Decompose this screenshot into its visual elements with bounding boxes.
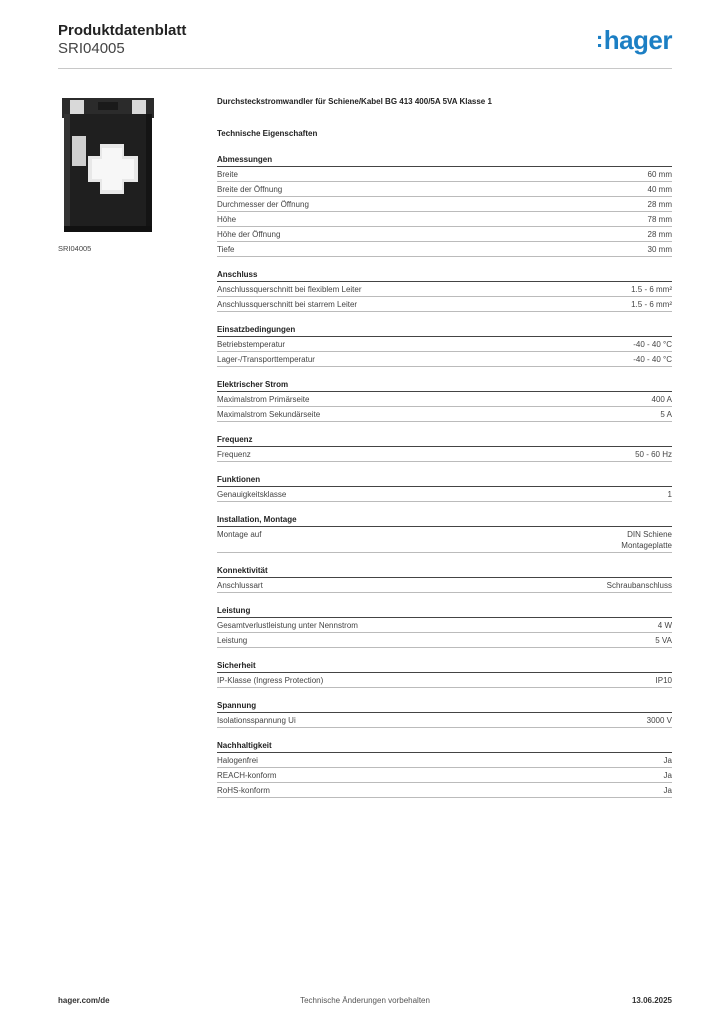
property-label: Höhe xyxy=(217,215,237,224)
property-label: Isolationsspannung Ui xyxy=(217,716,296,725)
property-label: Durchmesser der Öffnung xyxy=(217,200,309,209)
property-label: Betriebstemperatur xyxy=(217,340,286,349)
property-value xyxy=(652,394,672,405)
section-title: Anschluss xyxy=(217,269,672,282)
section-title: Elektrischer Strom xyxy=(217,379,672,392)
property-row xyxy=(217,768,672,783)
property-value xyxy=(607,580,672,591)
property-row xyxy=(217,753,672,768)
property-row xyxy=(217,633,672,648)
property-value-text: 400 A xyxy=(651,395,672,404)
property-value-text: 28 mm xyxy=(647,230,672,239)
property-label: IP-Klasse (Ingress Protection) xyxy=(217,676,324,685)
property-value-text: 30 mm xyxy=(647,245,672,254)
logo-text: hager xyxy=(603,25,672,55)
property-row xyxy=(217,167,672,182)
property-value-text: IP10 xyxy=(655,676,672,685)
property-value xyxy=(648,229,672,240)
property-value xyxy=(655,635,672,646)
property-label: REACH-konform xyxy=(217,771,277,780)
footer-notice: Technische Änderungen vorbehalten xyxy=(300,996,430,1005)
property-value xyxy=(648,244,672,255)
footer-website: hager.com/de xyxy=(58,996,110,1005)
property-value-text: 78 mm xyxy=(647,215,672,224)
property-value xyxy=(648,184,672,195)
section-nachhaltigkeit xyxy=(217,740,672,798)
property-row xyxy=(217,212,672,227)
section-title: Spannung xyxy=(217,700,672,713)
section-spannung xyxy=(217,700,672,728)
property-value xyxy=(664,785,672,796)
property-label: Anschlussquerschnitt bei starrem Leiter xyxy=(217,300,358,309)
section-sicherheit xyxy=(217,660,672,688)
section-leistung xyxy=(217,605,672,648)
property-row xyxy=(217,182,672,197)
section-installation-montage xyxy=(217,514,672,553)
property-row xyxy=(217,713,672,728)
property-value-text: Ja xyxy=(663,756,672,765)
property-label: Breite der Öffnung xyxy=(217,185,283,194)
property-value xyxy=(647,715,672,726)
footer-date: 13.06.2025 xyxy=(631,996,672,1005)
logo-dots-icon: : xyxy=(595,27,603,52)
property-value xyxy=(648,214,672,225)
property-value-text: 1.5 - 6 mm² xyxy=(631,285,672,294)
section-title: Sicherheit xyxy=(217,660,672,673)
product-image xyxy=(58,96,158,238)
property-row xyxy=(217,447,672,462)
property-value xyxy=(633,339,672,350)
property-value-text: 5 A xyxy=(660,410,672,419)
property-label: Anschlussart xyxy=(217,581,263,590)
property-row xyxy=(217,227,672,242)
property-label: Tiefe xyxy=(217,245,235,254)
property-value-text: -40 - 40 °C xyxy=(633,340,672,349)
property-row xyxy=(217,527,672,553)
property-value xyxy=(631,284,672,295)
property-value xyxy=(656,675,672,686)
property-row xyxy=(217,487,672,502)
property-value-text: 28 mm xyxy=(647,200,672,209)
property-row xyxy=(217,783,672,798)
property-value-text: 5 VA xyxy=(655,636,672,645)
property-value xyxy=(664,770,672,781)
section-title: Funktionen xyxy=(217,474,672,487)
property-value xyxy=(648,169,672,180)
section-frequenz xyxy=(217,434,672,462)
property-row xyxy=(217,407,672,422)
section-einsatzbedingungen xyxy=(217,324,672,367)
property-label: Lager-/Transporttemperatur xyxy=(217,355,315,364)
property-label: Frequenz xyxy=(217,450,251,459)
property-value xyxy=(635,449,672,460)
section-konnektivität xyxy=(217,565,672,593)
property-sections xyxy=(217,154,672,798)
property-label: Genauigkeitsklasse xyxy=(217,490,287,499)
section-funktionen xyxy=(217,474,672,502)
property-label: Gesamtverlustleistung unter Nennstrom xyxy=(217,621,358,630)
property-value-text: Ja xyxy=(663,771,672,780)
property-value xyxy=(621,529,672,551)
property-value xyxy=(648,199,672,210)
section-title: Einsatzbedingungen xyxy=(217,324,672,337)
property-label: Montage auf xyxy=(217,530,262,539)
property-value-text: 1.5 - 6 mm² xyxy=(631,300,672,309)
property-row xyxy=(217,352,672,367)
property-value-text: 4 W xyxy=(657,621,672,630)
property-value-text: Ja xyxy=(663,786,672,795)
property-value xyxy=(658,620,672,631)
section-title: Nachhaltigkeit xyxy=(217,740,672,753)
property-label: Halogenfrei xyxy=(217,756,258,765)
property-value xyxy=(668,489,672,500)
property-value-text: 50 - 60 Hz xyxy=(635,450,672,459)
article-number: SRI04005 xyxy=(58,40,125,57)
section-title: Konnektivität xyxy=(217,565,672,578)
property-value-text: Schraubanschluss xyxy=(606,581,672,590)
property-value xyxy=(660,409,672,420)
section-abmessungen xyxy=(217,154,672,257)
section-title: Frequenz xyxy=(217,434,672,447)
property-row xyxy=(217,578,672,593)
document-header xyxy=(58,22,186,58)
property-row xyxy=(217,242,672,257)
section-anschluss xyxy=(217,269,672,312)
property-value-text: 1 xyxy=(667,490,672,499)
property-row xyxy=(217,197,672,212)
header-divider xyxy=(58,68,672,69)
property-row xyxy=(217,392,672,407)
property-row xyxy=(217,282,672,297)
section-title: Installation, Montage xyxy=(217,514,672,527)
section-title: Abmessungen xyxy=(217,154,672,167)
property-row xyxy=(217,618,672,633)
hager-logo xyxy=(596,26,672,54)
property-value-text: 40 mm xyxy=(647,185,672,194)
property-row xyxy=(217,337,672,352)
property-value xyxy=(633,354,672,365)
property-row xyxy=(217,673,672,688)
datasheet-content xyxy=(217,96,672,798)
property-label: Breite xyxy=(217,170,238,179)
property-value xyxy=(664,755,672,766)
technical-properties-heading: Technische Eigenschaften xyxy=(217,129,318,138)
section-elektrischer-strom xyxy=(217,379,672,422)
property-value-text-2: Montageplatte xyxy=(621,541,672,550)
image-caption: SRI04005 xyxy=(58,244,92,253)
property-value-text: -40 - 40 °C xyxy=(633,355,672,364)
property-label: Maximalstrom Sekundärseite xyxy=(217,410,321,419)
property-row xyxy=(217,297,672,312)
property-label: RoHS-konform xyxy=(217,786,270,795)
property-label: Anschlussquerschnitt bei flexiblem Leiter xyxy=(217,285,362,294)
property-label: Höhe der Öffnung xyxy=(217,230,281,239)
property-value-text: 3000 V xyxy=(646,716,672,725)
property-value xyxy=(631,299,672,310)
section-title: Leistung xyxy=(217,605,672,618)
property-label: Leistung xyxy=(217,636,248,645)
product-description: Durchsteckstromwandler für Schiene/Kabel BG 413 400/5A 5VA Klasse 1 xyxy=(217,97,492,106)
document-title: Produktdatenblatt xyxy=(58,22,187,39)
property-label: Maximalstrom Primärseite xyxy=(217,395,310,404)
property-value-text: 60 mm xyxy=(647,170,672,179)
property-value-text: DIN Schiene xyxy=(627,530,672,539)
